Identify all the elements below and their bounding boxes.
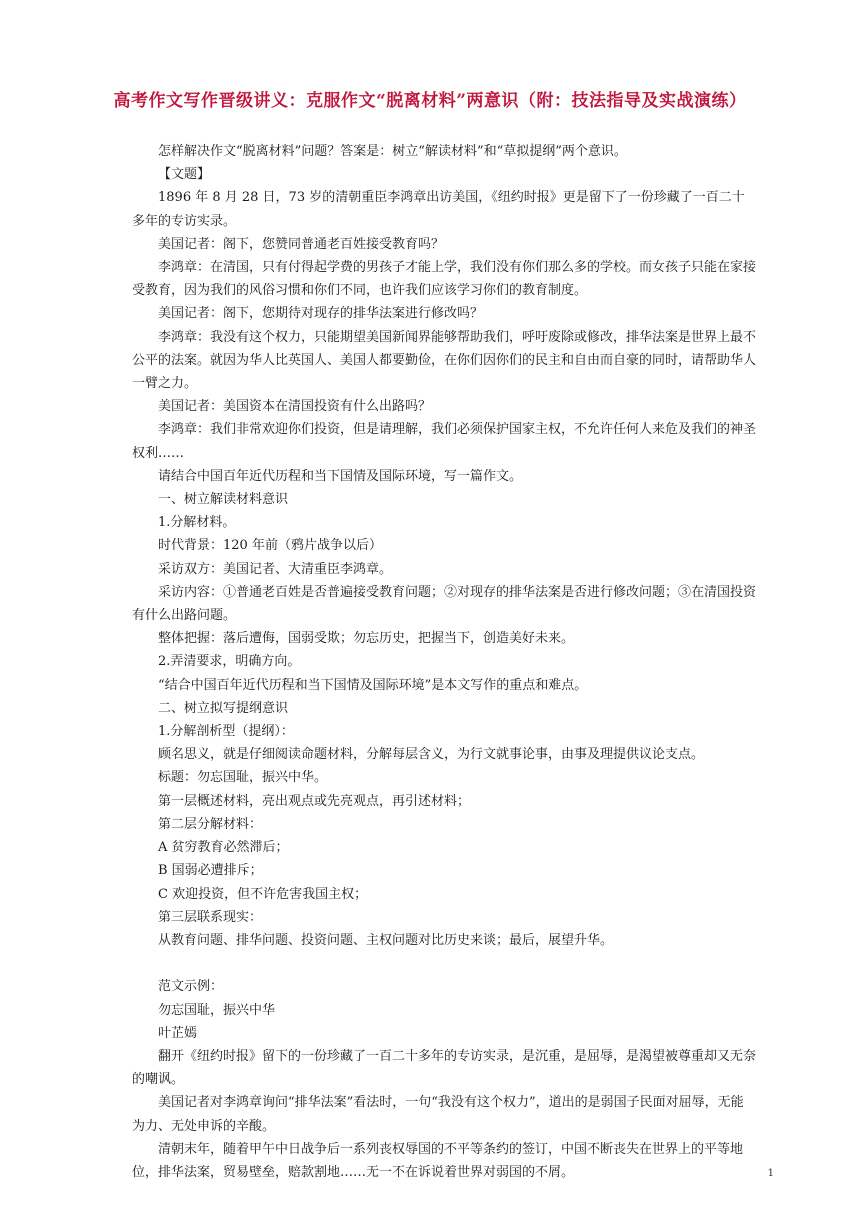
paragraph: 从教育问题、排华问题、投资问题、主权问题对比历史来谈；最后，展望升华。: [158, 932, 614, 948]
essay-author: 叶芷嫣: [158, 1025, 198, 1041]
paragraph: 1.分解材料。: [158, 515, 236, 531]
section-heading: 一、树立解读材料意识: [158, 492, 289, 508]
paragraph: 1896 年 8 月 28 日，73 岁的清朝重臣李鸿章出访美国，《纽约时报》更是留下了一份珍藏了一百二十多年的专访实录。: [132, 190, 745, 229]
paragraph: 翻开《纽约时报》留下的一份珍藏了一百二十多年的专访实录，是沉重，是屈辱，是渴望被尊重却又无奈的嘲讽。: [132, 1048, 757, 1088]
page-number: 1: [767, 1168, 774, 1179]
list-item: C 欢迎投资，但不许危害我国主权；: [158, 886, 368, 902]
paragraph: 怎样解决作文“脱离材料”问题？答案是：树立“解读材料”和“草拟提纲”两个意识。: [158, 144, 627, 159]
paragraph: 美国记者对李鸿章询问“排华法案”看法时，一句“我没有这个权力”，道出的是弱国子民面对屈辱，无能为力、无处申诉的辛酸。: [132, 1095, 744, 1134]
essay-title: 勿忘国耻，振兴中华: [158, 1002, 276, 1018]
dialogue-line: 李鸿章：我没有这个权力，只能期望美国新闻界能够帮助我们，呼吁废除或修改，排华法案是世界上最不公平的法案。就因为华人比英国人、美国人都要勤俭，在你们因你们的民主和自由而自豪的同时，请帮助华人一臂之力。: [132, 329, 757, 392]
section-heading: 二、树立拟写提纲意识: [158, 700, 289, 716]
dialogue-line: 李鸿章：在清国，只有付得起学费的男孩子才能上学，我们没有你们那么多的学校。而女孩子只能在家接受教育，因为我们的风俗习惯和你们不同，也许我们应该学习你们的教育制度。: [132, 260, 757, 299]
paragraph: 顾名思义，就是仔细阅读命题材料，分解每层含义，为行文就事论事，由事及理提供议论支点。: [158, 747, 705, 763]
blank-line: [132, 952, 756, 975]
paragraph: 第一层概述材料，亮出观点或先亮观点，再引述材料；: [158, 793, 471, 809]
paragraph: “结合中国百年近代历程和当下国情及国际环境”是本文写作的重点和难点。: [158, 677, 588, 693]
paragraph: 整体把握：落后遭侮，国弱受欺；勿忘历史，把握当下，创造美好未来。: [158, 631, 575, 647]
paragraph: 第二层分解材料：: [158, 816, 263, 832]
dialogue-line: 美国记者：美国资本在清国投资有什么出路吗？: [158, 399, 432, 415]
paragraph: 请结合中国百年近代历程和当下国情及国际环境，写一篇作文。: [158, 468, 523, 484]
paragraph: 范文示例：: [158, 979, 224, 995]
paragraph: 时代背景：120 年前（鸦片战争以后）: [158, 538, 382, 554]
paragraph: 标题：勿忘国耻，振兴中华。: [158, 770, 328, 786]
dialogue-line: 李鸿章：我们非常欢迎你们投资，但是请理解，我们必须保护国家主权，不允许任何人来危及我们的神圣权利……: [132, 422, 757, 461]
paragraph: 采访双方：美国记者、大清重臣李鸿章。: [158, 561, 393, 577]
dialogue-line: 美国记者：阁下，您赞同普通老百姓接受教育吗？: [158, 236, 445, 252]
dialogue-line: 美国记者：阁下，您期待对现存的排华法案进行修改吗？: [158, 306, 484, 322]
paragraph: 第三层联系现实：: [158, 909, 263, 925]
list-item: B 国弱必遭排斥；: [158, 863, 263, 879]
document-body: [132, 140, 756, 1184]
list-item: A 贫穷教育必然滞后；: [158, 840, 289, 856]
paragraph: 1.分解剖析型（提纲）：: [158, 724, 294, 740]
paragraph: 清朝末年，随着甲午中日战争后一系列丧权辱国的不平等条约的签订，中国不断丧失在世界上的平等地位，排华法案，贸易壁垒，赔款割地……无一不在诉说着世界对弱国的不屑。: [132, 1141, 744, 1180]
section-label: 【文题】: [158, 167, 211, 183]
paragraph: 2.弄清要求，明确方向。: [158, 654, 301, 670]
document-title: 高考作文写作晋级讲义：克服作文“脱离材料”两意识（附：技法指导及实战演练）: [113, 91, 747, 111]
paragraph: 采访内容：①普通老百姓是否普遍接受教育问题；②对现存的排华法案是否进行修改问题；③在清国投资有什么出路问题。: [132, 584, 757, 624]
